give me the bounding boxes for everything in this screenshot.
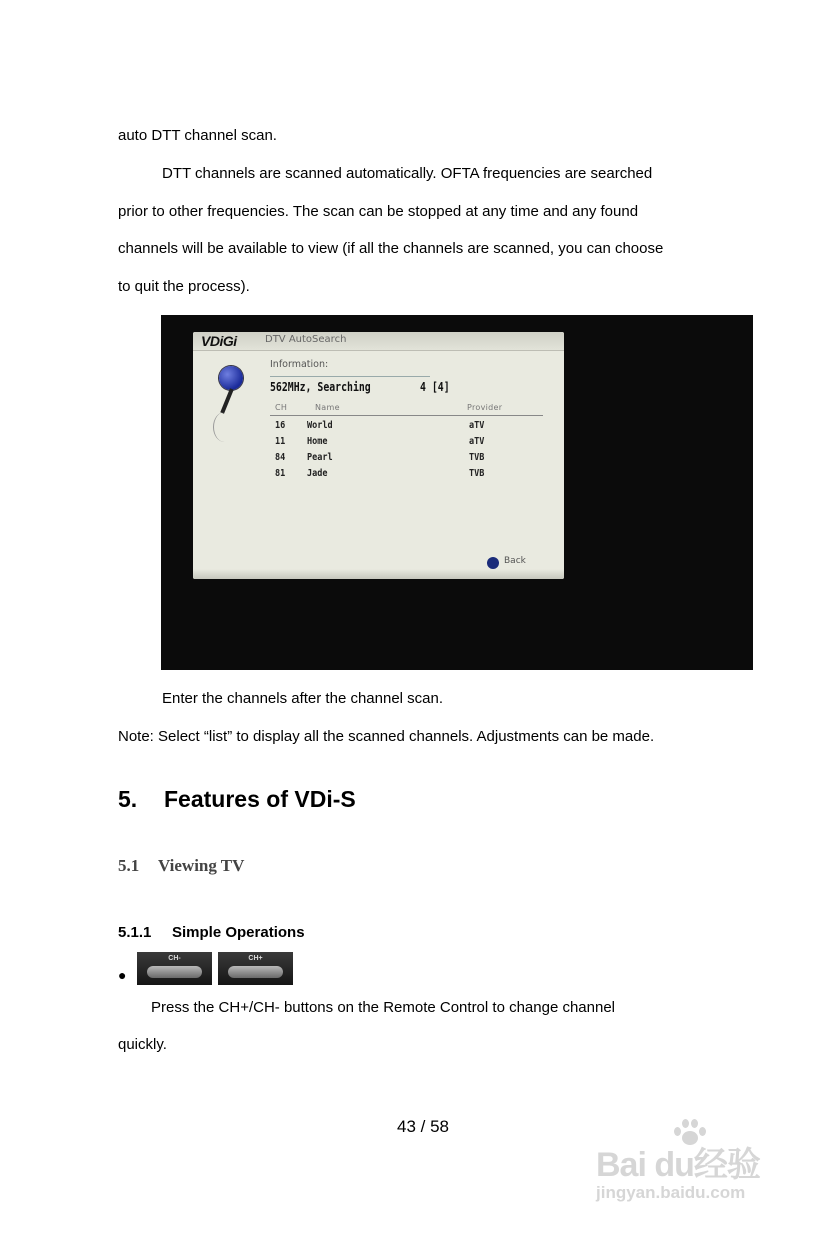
channel-number: 81	[275, 468, 286, 479]
microphone-stick-icon	[220, 388, 233, 414]
channel-row	[193, 436, 564, 452]
body-paragraph-line-1: DTT channels are scanned automatically. OFTA frequencies are searched	[162, 165, 653, 182]
enter-channels-line: Enter the channels after the channel scan.	[162, 690, 444, 707]
section-heading-5	[118, 786, 356, 813]
subsection-heading-5-1	[118, 856, 244, 876]
column-header-provider: Provider	[467, 403, 503, 412]
channel-provider: aTV	[469, 420, 485, 431]
ch-plus-button-image	[218, 952, 293, 985]
subsubsection-number: 5.1.1	[118, 924, 152, 941]
button-pill-shape	[147, 966, 202, 978]
channel-row	[193, 468, 564, 484]
osd-footer-bar	[193, 569, 564, 579]
subsection-number: 5.1	[118, 856, 140, 875]
subsubsection-title: Simple Operations	[172, 924, 305, 941]
column-header-rule	[270, 415, 543, 416]
page-number: 43 / 58	[397, 1117, 449, 1136]
note-line: Note: Select “list” to display all the scanned channels. Adjustments can be made.	[118, 728, 655, 745]
channel-list	[193, 420, 564, 484]
watermark-main-text: Bai du经验	[596, 1146, 760, 1184]
watermark-url: jingyan.baidu.com	[596, 1183, 746, 1202]
body-paragraph-line-4: to quit the process).	[118, 278, 250, 295]
subsection-title: Viewing TV	[158, 856, 245, 875]
microphone-globe-icon	[219, 366, 243, 390]
body-paragraph-line-3: channels will be available to view (if all the channels are scanned, you can choose	[118, 240, 664, 257]
scan-status: 562MHz, Searching	[270, 380, 371, 394]
channel-name: Pearl	[307, 452, 333, 463]
back-button-icon	[487, 557, 499, 569]
ch-minus-button-image	[137, 952, 212, 985]
section-number: 5.	[118, 786, 138, 812]
channel-number: 11	[275, 436, 286, 447]
ch-minus-label: CH-	[168, 955, 181, 962]
baidu-watermark	[596, 1117, 796, 1207]
subsubsection-heading-5-1-1	[118, 924, 305, 941]
channel-provider: aTV	[469, 436, 485, 447]
tv-autosearch-screenshot	[161, 315, 753, 670]
button-pill-shape	[228, 966, 283, 978]
channel-name: Jade	[307, 468, 328, 479]
info-underline	[270, 376, 430, 377]
brand-logo: VDiGi	[201, 333, 237, 349]
channel-provider: TVB	[469, 468, 485, 479]
back-label: Back	[504, 556, 526, 566]
osd-panel	[193, 332, 564, 579]
channel-name: Home	[307, 436, 328, 447]
osd-title: DTV AutoSearch	[265, 334, 347, 345]
info-label: Information:	[270, 359, 329, 370]
column-header-ch: CH	[275, 403, 288, 412]
osd-header	[193, 332, 564, 351]
press-buttons-line: Press the CH+/CH- buttons on the Remote Control to change channel	[151, 999, 616, 1016]
column-header-name: Name	[315, 403, 340, 412]
section-title: Features of VDi-S	[164, 786, 356, 812]
body-paragraph-line-2: prior to other frequencies. The scan can be stopped at any time and any found	[118, 203, 639, 220]
ch-plus-label: CH+	[248, 955, 263, 962]
channel-number: 84	[275, 452, 286, 463]
bullet-icon: ●	[118, 967, 127, 983]
press-buttons-line-2: quickly.	[118, 1036, 167, 1053]
scan-count: 4 [4]	[420, 380, 450, 394]
channel-provider: TVB	[469, 452, 485, 463]
body-line-auto-scan: auto DTT channel scan.	[118, 127, 277, 144]
channel-row	[193, 420, 564, 436]
channel-number: 16	[275, 420, 286, 431]
channel-name: World	[307, 420, 333, 431]
channel-row	[193, 452, 564, 468]
